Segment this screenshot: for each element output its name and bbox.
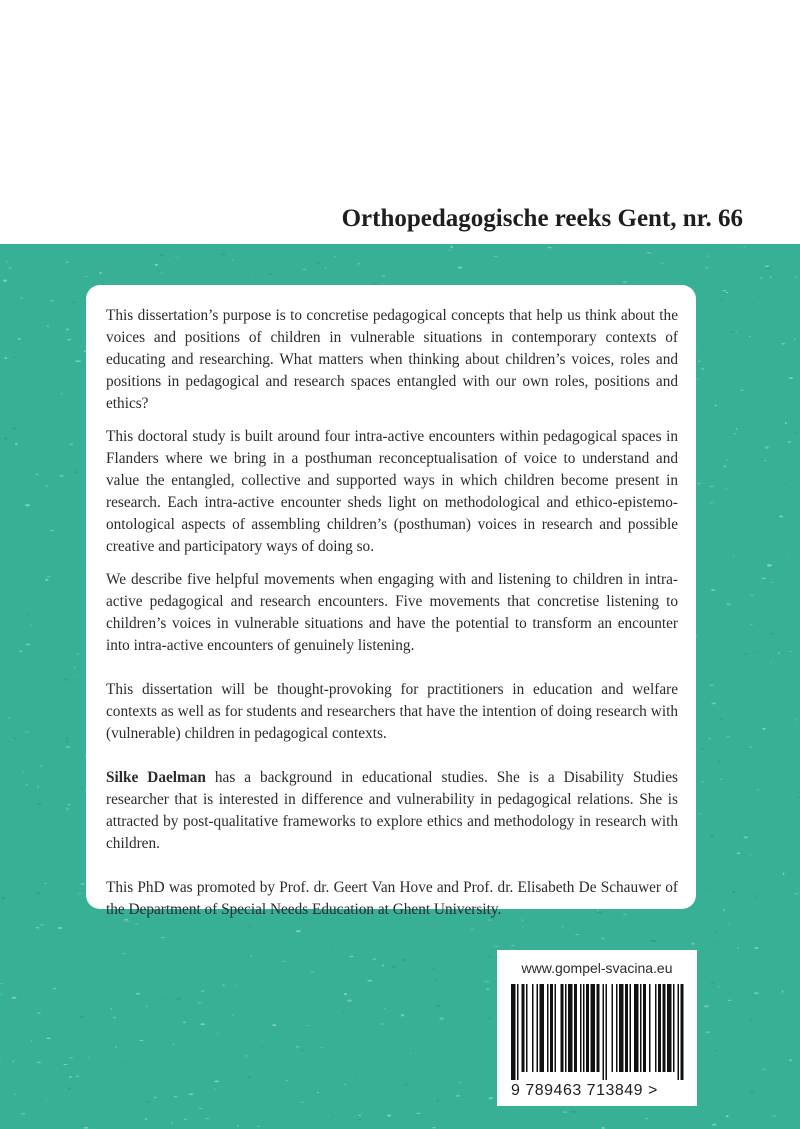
barcode-bar: [634, 984, 639, 1072]
publisher-website: www.gompel-svacina.eu: [521, 960, 673, 976]
barcode-bar: [678, 984, 680, 1080]
barcode-bar: [532, 984, 534, 1072]
barcode-bar: [667, 984, 672, 1072]
barcode-bars: [509, 984, 685, 1080]
barcode-bar: [583, 984, 585, 1072]
barcode-bar: [663, 984, 666, 1072]
barcode-bar: [574, 984, 577, 1072]
blurb-paragraph-movements: We describe five helpful movements when engaging with and listening to children in intra-active pedagogical and research encounters. Five movements that concretise listening to children’s voices in vulnerable situations and have the potential to transform an encounter into intra-active encounters of genuinely listening.: [106, 571, 678, 654]
barcode-bar: [625, 984, 628, 1072]
isbn-digits: 9 789463 713849 >: [511, 1082, 658, 1099]
barcode-bar: [597, 984, 600, 1072]
barcode-bar: [561, 984, 564, 1072]
barcode-bar: [580, 984, 582, 1072]
series-title: Orthopedagogische reeks Gent, nr. 66: [341, 205, 743, 232]
blurb-paragraph-purpose: This dissertation’s purpose is to concretise pedagogical concepts that help us think about the voices and positions of children in vulnerable situations in contemporary contexts of educating and researching. What matters when thinking about children’s voices, roles and positions in pedagogical and research spaces entangled with our own roles, positions and ethics?: [106, 307, 678, 412]
barcode-bar: [673, 984, 675, 1072]
barcode-bar: [643, 984, 646, 1072]
blurb-paragraph-study: This doctoral study is built around four intra-active encounters within pedagogical spaces in Flanders where we bring in a posthuman reconceptualisation of voice to understand and value the entangled, collective and supported ways in which children become present in research. Each intra-active encounter sheds light on methodological and ethico-epistemo-ontological aspects of assembling children’s (posthuman) voices in research and possible creative and participatory ways of doing so.: [106, 428, 678, 555]
barcode-bar: [630, 984, 632, 1072]
barcode-bar: [565, 984, 567, 1072]
barcode-bar: [591, 984, 596, 1072]
barcode-bar: [616, 984, 618, 1072]
promoter-note: This PhD was promoted by Prof. dr. Geert Van Hove and Prof. dr. Elisabeth De Schauwer of the Department of Special Needs Education at Ghent University.: [106, 879, 678, 918]
author-bio-text: has a background in educational studies. She is a Disability Studies researcher that is interested in difference and vulnerability in pedagogical relations. She is attracted by post-qualitative frameworks to explore ethics and methodology in research with children.: [106, 769, 678, 852]
barcode-bar: [540, 984, 545, 1072]
barcode-bar: [655, 984, 657, 1072]
barcode-bar: [555, 984, 557, 1072]
barcode-bar: [640, 984, 642, 1072]
barcode-bar: [658, 984, 661, 1072]
barcode-bar: [606, 984, 608, 1080]
barcode-bar: [517, 984, 519, 1080]
barcode-bar: [649, 984, 651, 1072]
blurb-card: [86, 285, 696, 918]
barcode-bar: [619, 984, 624, 1072]
author-bio: [106, 767, 678, 855]
barcode-bar: [547, 984, 549, 1072]
barcode-bar: [586, 984, 589, 1072]
barcode-bar: [511, 984, 516, 1080]
barcode-bar: [550, 984, 553, 1072]
author-name: Silke Daelman: [106, 769, 206, 786]
barcode-bar: [612, 984, 614, 1072]
barcode-bar: [681, 984, 684, 1080]
barcode-bar: [537, 984, 539, 1072]
blurb-paragraph-audience: This dissertation will be thought-provoking for practitioners in education and welfare contexts as well as for students and researchers that have the intention of doing research with (vulnerable) children in pedagogical contexts.: [106, 681, 678, 742]
barcode-bar: [522, 984, 525, 1072]
barcode-bar: [526, 984, 528, 1072]
barcode-bar: [603, 984, 605, 1080]
isbn-panel: [497, 950, 697, 1106]
ean13-barcode-icon: [509, 984, 685, 1085]
barcode-bar: [568, 984, 573, 1072]
